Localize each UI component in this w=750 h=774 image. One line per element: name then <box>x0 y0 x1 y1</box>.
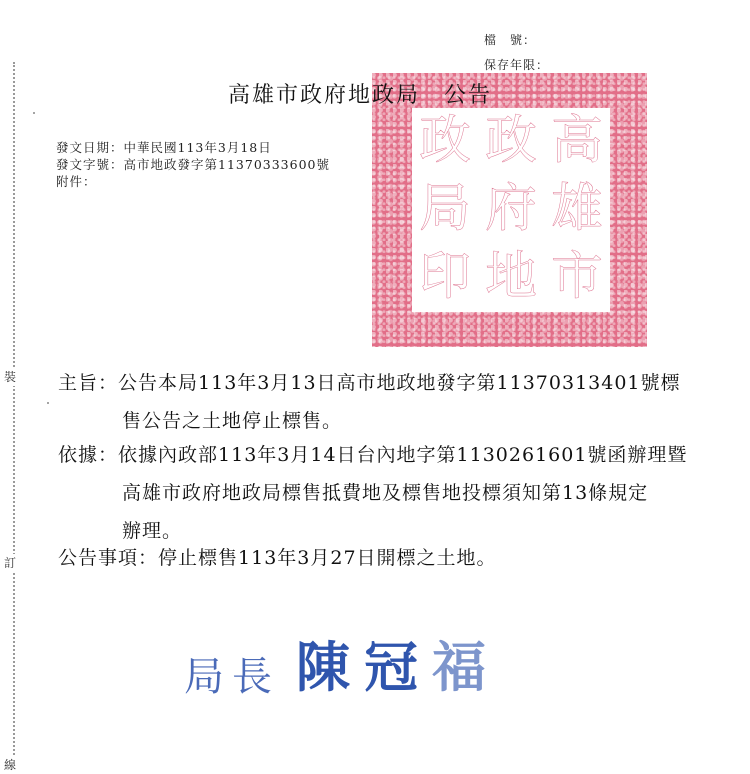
seal-inner-field <box>412 108 610 312</box>
binding-line <box>13 62 15 766</box>
scan-speck <box>47 402 49 404</box>
file-number-label: 檔 號： <box>484 33 537 47</box>
signature-title: 局長 <box>184 654 280 700</box>
seal-char: 政 <box>484 111 537 171</box>
seal-char: 雄 <box>550 179 603 239</box>
signature-name-char: 冠 <box>364 635 432 699</box>
binding-char-zhuang: 裝 <box>4 370 17 384</box>
official-seal-stamp <box>372 73 647 347</box>
seal-char: 府 <box>484 179 537 239</box>
issue-date-value: 中華民國113年3月18日 <box>123 140 272 155</box>
notice-label: 公告事項： <box>58 547 159 569</box>
scan-speck <box>33 112 35 114</box>
subject-text-line: 公告本局113年3月13日高市地政地發字第11370313401號標 <box>118 372 681 394</box>
document-title: 高雄市政府地政局 公告 <box>228 83 493 108</box>
seal-char: 地 <box>484 247 537 307</box>
issue-ref-row <box>56 156 330 173</box>
basis-line-2 <box>58 474 687 512</box>
basis-text-line: 辦理。 <box>122 520 183 542</box>
subject-label: 主旨： <box>58 372 119 394</box>
issue-date-row <box>56 139 330 156</box>
notice-section <box>58 539 497 577</box>
seal-char: 政 <box>418 111 471 171</box>
binding-char-ding: 訂 <box>4 556 17 570</box>
signature-name <box>296 625 500 702</box>
attachment-row <box>56 173 330 190</box>
file-number-row <box>484 28 549 53</box>
subject-section <box>58 364 681 440</box>
signature-name-char: 福 <box>432 635 500 699</box>
basis-line-1 <box>58 436 687 474</box>
seal-char: 市 <box>550 247 603 307</box>
issue-date-label: 發文日期： <box>56 140 124 155</box>
notice-line-1 <box>58 539 497 577</box>
notice-text-line: 停止標售113年3月27日開標之土地。 <box>158 547 497 569</box>
signature-name-char: 陳 <box>296 635 364 699</box>
seal-char: 局 <box>418 179 471 239</box>
subject-line-2 <box>58 402 681 440</box>
basis-text-line: 依據內政部113年3月14日台內地字第1130261601號函辦理暨 <box>118 444 688 466</box>
subject-line-1 <box>58 364 681 402</box>
retention-label: 保存年限： <box>484 58 550 72</box>
director-signature <box>184 625 500 702</box>
seal-char: 高 <box>550 111 603 171</box>
subject-text-line: 售公告之土地停止標售。 <box>122 410 343 432</box>
basis-section <box>58 436 687 550</box>
file-meta <box>484 28 549 78</box>
binding-char-xian: 線 <box>4 758 17 772</box>
issue-ref-label: 發文字號： <box>56 157 124 172</box>
basis-text-line: 高雄市政府地政局標售抵費地及標售地投標須知第13條規定 <box>122 482 649 504</box>
attachment-label: 附件： <box>56 174 97 189</box>
issue-ref-value: 高市地政發字第11370333600號 <box>123 157 330 172</box>
basis-label: 依據： <box>58 444 119 466</box>
seal-char: 印 <box>418 247 471 307</box>
issue-info <box>56 139 330 190</box>
